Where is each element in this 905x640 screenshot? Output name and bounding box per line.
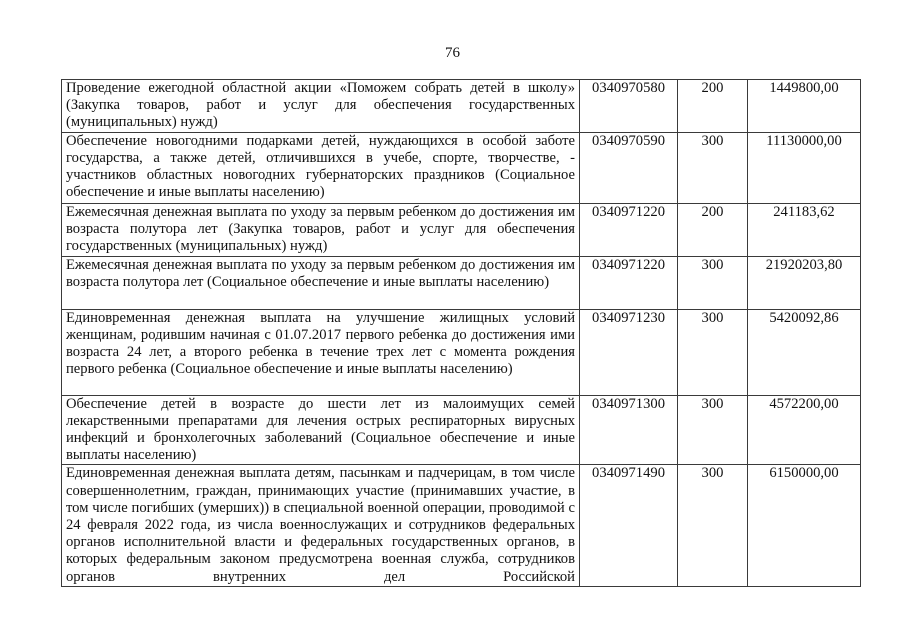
row-expense-kind: 300 (678, 309, 748, 395)
budget-table (61, 79, 861, 587)
page-number: 76 (445, 45, 460, 61)
row-expense-kind: 300 (678, 465, 748, 586)
row-expense-kind: 300 (678, 256, 748, 309)
row-description: Обеспечение новогодними подарками детей, нуждающихся в особой заботе государства, а также детей, отличившихся в учебе, спорте, творчестве, - участников областных новогодних губернаторских праздников (Социальное обеспечение и иные выплаты населению) (62, 132, 580, 203)
table-row (62, 465, 861, 586)
row-amount: 6150000,00 (748, 465, 861, 586)
row-amount: 11130000,00 (748, 132, 861, 203)
row-amount: 4572200,00 (748, 395, 861, 465)
row-target-code: 0340971490 (580, 465, 678, 586)
row-target-code: 0340970590 (580, 132, 678, 203)
row-description: Единовременная денежная выплата на улучшение жилищных условий женщинам, родившим начиная с 01.07.2017 первого ребенка до достижения ими возраста 24 лет, а второго ребенка в течение трех лет с момента рождения первого ребенка (Социальное обеспечение и иные выплаты населению) (62, 309, 580, 395)
row-expense-kind: 200 (678, 80, 748, 133)
row-target-code: 0340971300 (580, 395, 678, 465)
row-amount: 241183,62 (748, 203, 861, 256)
row-description: Ежемесячная денежная выплата по уходу за первым ребенком до достижения им возраста полутора лет (Социальное обеспечение и иные выплаты населению) (62, 256, 580, 309)
table-row (62, 80, 861, 133)
table-row (62, 309, 861, 395)
table-row (62, 395, 861, 465)
row-amount: 5420092,86 (748, 309, 861, 395)
row-amount: 1449800,00 (748, 80, 861, 133)
row-target-code: 0340971230 (580, 309, 678, 395)
table-row (62, 203, 861, 256)
row-expense-kind: 300 (678, 132, 748, 203)
row-amount: 21920203,80 (748, 256, 861, 309)
row-target-code: 0340971220 (580, 256, 678, 309)
row-description: Обеспечение детей в возрасте до шести лет из малоимущих семей лекарственными препаратами для лечения острых респираторных вирусных инфекций и бронхолегочных заболеваний (Социальное обеспечение и иные выплаты населению) (62, 395, 580, 465)
row-target-code: 0340970580 (580, 80, 678, 133)
row-expense-kind: 200 (678, 203, 748, 256)
table-row (62, 256, 861, 309)
table-row (62, 132, 861, 203)
row-target-code: 0340971220 (580, 203, 678, 256)
row-expense-kind: 300 (678, 395, 748, 465)
row-description: Единовременная денежная выплата детям, пасынкам и падчерицам, в том числе совершеннолетним, граждан, принимающих участие (принимавших участие, в том числе погибших (умерших)) в специальной военной операции, проводимой с 24 февраля 2022 года, из числа военнослужащих и сотрудников федеральных органов исполнительной власти и федеральных государственных органов, в которых федеральным законом предусмотрена военная служба, сотрудников органов внутренних дел Российской (62, 465, 580, 586)
row-description: Ежемесячная денежная выплата по уходу за первым ребенком до достижения им возраста полутора лет (Закупка товаров, работ и услуг для обеспечения государственных (муниципальных) нужд) (62, 203, 580, 256)
row-description: Проведение ежегодной областной акции «Поможем собрать детей в школу» (Закупка товаров, работ и услуг для обеспечения государственных (муниципальных) нужд) (62, 80, 580, 133)
